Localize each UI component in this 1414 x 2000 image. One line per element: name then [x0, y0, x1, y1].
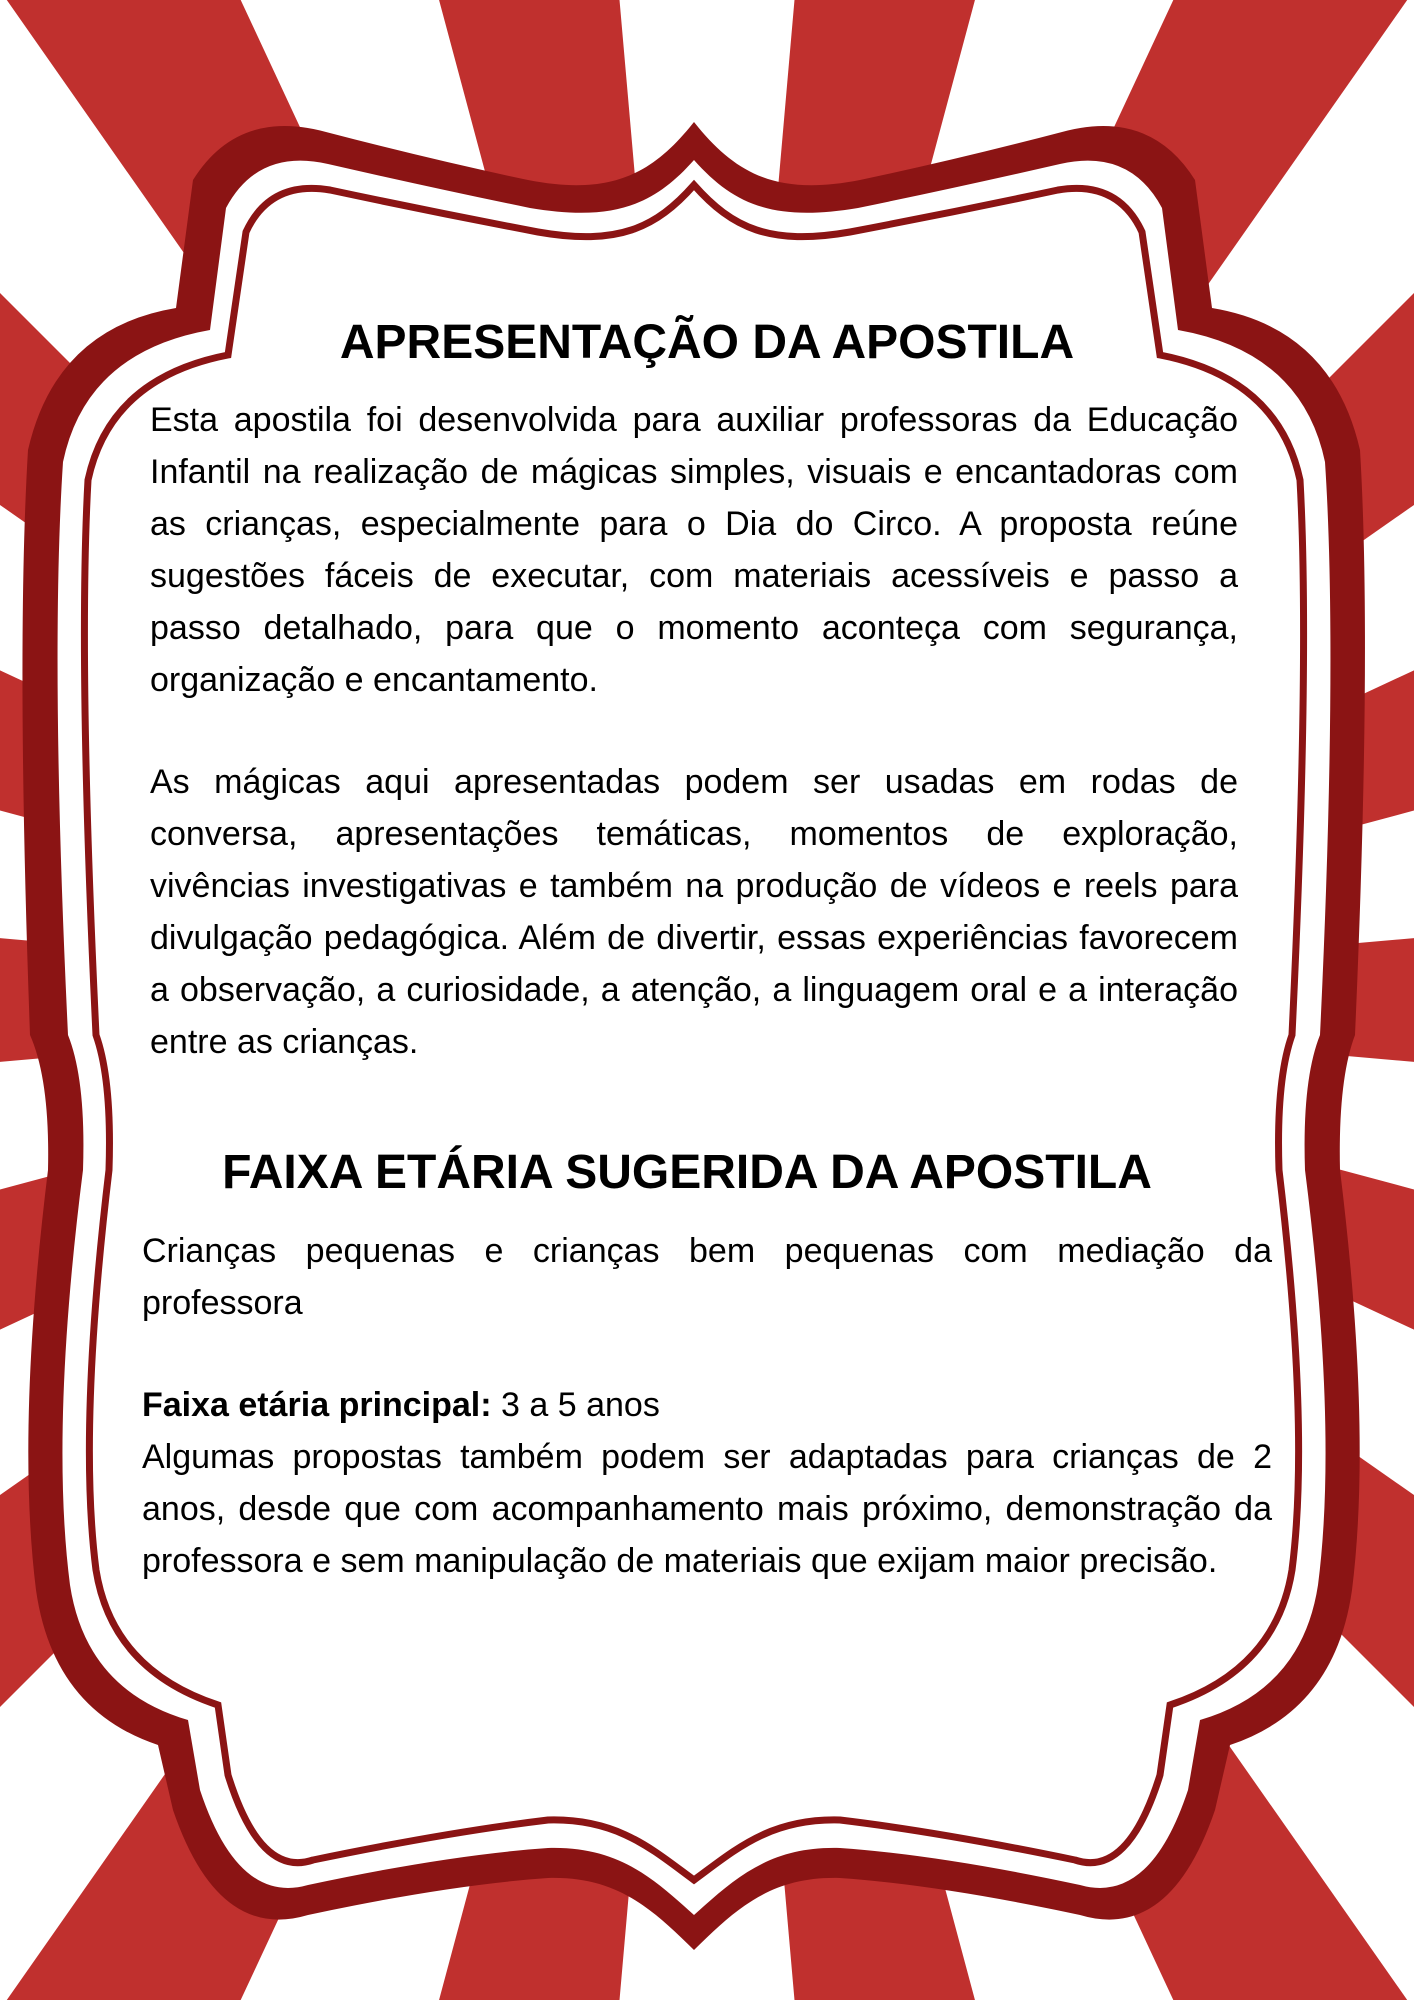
- presentation-title: APRESENTAÇÃO DA APOSTILA: [339, 316, 1075, 369]
- age-range-text: [142, 1225, 1272, 1587]
- age-range-paragraph-1: Crianças pequenas e crianças bem pequenas com mediação da professora: [142, 1232, 1272, 1322]
- main-age-line: [142, 1379, 1272, 1431]
- main-age-label: Faixa etária principal:: [142, 1386, 492, 1424]
- presentation-paragraph-1: Esta apostila foi desenvolvida para auxiliar professoras da Educação Infantil na realização de mágicas simples, visuais e encantadoras com as crianças, especialmente para o Dia do Circo. A proposta reúne sugestões fáceis de executar, com materiais acessíveis e passo a passo detalhado, para que o momento aconteça com segurança, organização e encantamento.: [150, 401, 1238, 699]
- presentation-text: [150, 394, 1238, 1068]
- main-age-value: 3 a 5 anos: [491, 1386, 660, 1424]
- age-range-title: FAIXA ETÁRIA SUGERIDA DA APOSTILA: [222, 1146, 1152, 1199]
- age-range-paragraph-2: Algumas propostas também podem ser adaptadas para crianças de 2 anos, desde que com acompanhamento mais próximo, demonstração da professora e sem manipulação de materiais que exijam maior precisão.: [142, 1438, 1272, 1580]
- presentation-paragraph-2: As mágicas aqui apresentadas podem ser usadas em rodas de conversa, apresentações temáticas, momentos de exploração, vivências investigativas e também na produção de vídeos e reels para divulgação pedagógica. Além de divertir, essas experiências favorecem a observação, a curiosidade, a atenção, a linguagem oral e a interação entre as crianças.: [150, 763, 1238, 1061]
